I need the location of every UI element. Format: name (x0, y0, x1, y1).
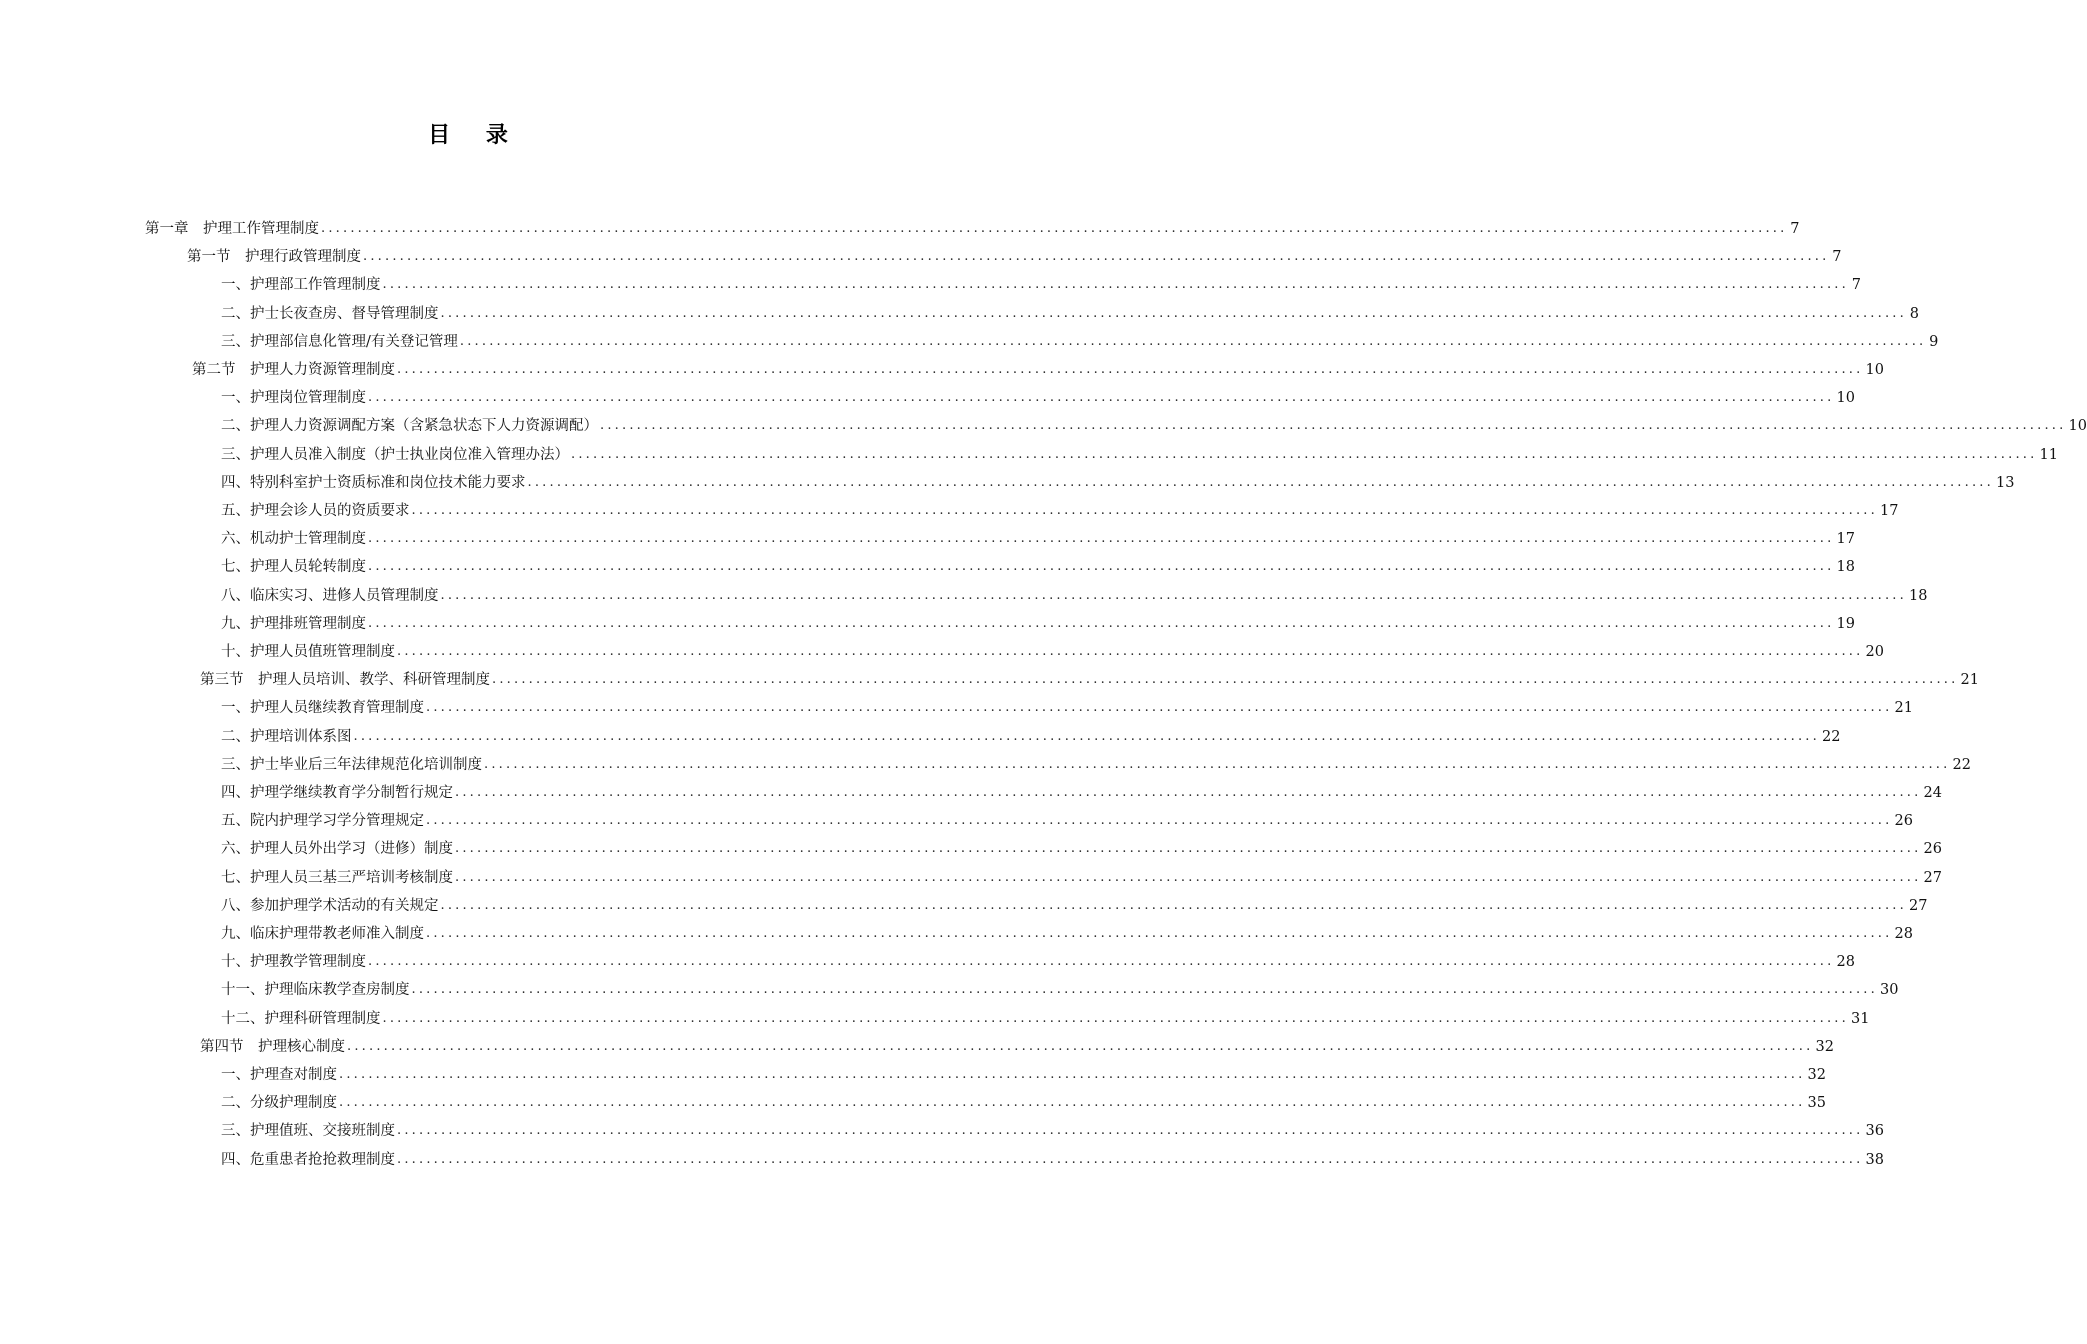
toc-entry-page: 27 (1908, 897, 1928, 914)
toc-entry[interactable] (221, 887, 1928, 915)
toc-entry-page: 32 (1815, 1038, 1834, 1055)
toc-entry-page: 22 (1952, 756, 1971, 773)
dot-leader: ........................................................................................................................................................................................................ (426, 926, 1893, 941)
dot-leader: ........................................................................................................................................................................................................ (455, 841, 1922, 857)
toc-entry-text: 十二、护理科研管理制度 (221, 1010, 381, 1027)
dot-leader: ........................................................................................................................................................................................................ (368, 954, 1835, 970)
toc-entry-page: 22 (1821, 728, 1841, 745)
toc-entry-text: 第一章 护理工作管理制度 (145, 221, 319, 237)
dot-leader: ........................................................................................................................................................................................................ (455, 785, 1922, 800)
toc-entry[interactable] (221, 492, 1899, 520)
dot-leader: ........................................................................................................................................................................................................ (426, 700, 1893, 716)
toc-entry[interactable] (221, 266, 1861, 294)
dot-leader: ........................................................................................................................................................................................................ (368, 615, 1835, 631)
toc-entry-text: 十、护理教学管理制度 (221, 954, 366, 971)
toc-entry-page: 26 (1894, 813, 1913, 830)
dot-leader: ........................................................................................................................................................................................................ (455, 869, 1922, 885)
toc-entry-page: 31 (1850, 1010, 1870, 1027)
toc-entry-page: 17 (1879, 503, 1899, 519)
toc-entry-page: 10 (1836, 390, 1855, 407)
toc-entry-text: 三、护理值班、交接班制度 (221, 1123, 395, 1140)
page-title: 目 录 (428, 122, 522, 148)
dot-leader: ........................................................................................................................................................................................................ (411, 503, 1878, 518)
toc-entry-page: 18 (1908, 587, 1928, 604)
dot-leader: ........................................................................................................................................................................................................ (440, 305, 1907, 321)
dot-leader: ........................................................................................................................................................................................................ (382, 1010, 1849, 1026)
toc-entry-text: 第三节 护理人员培训、教学、科研管理制度 (200, 672, 490, 689)
toc-entry-text: 七、护理人员三基三严培训考核制度 (221, 869, 453, 886)
dot-leader: ........................................................................................................................................................................................................ (353, 728, 1820, 744)
dot-leader: ........................................................................................................................................................................................................ (363, 249, 1830, 265)
dot-leader: ........................................................................................................................................................................................................ (382, 277, 1849, 293)
toc-entry-page: 27 (1923, 869, 1942, 886)
toc-entry-text: 十一、护理临床教学查房制度 (221, 982, 410, 999)
toc-entry-page: 24 (1923, 785, 1942, 801)
dot-leader: ........................................................................................................................................................................................................ (440, 587, 1907, 603)
dot-leader: ........................................................................................................................................................................................................ (527, 474, 1994, 490)
toc-entry-page: 7 (1790, 221, 1800, 237)
toc-entry-page: 21 (1960, 672, 1979, 689)
dot-leader: ........................................................................................................................................................................................................ (484, 756, 1951, 772)
toc-entry-text: 十、护理人员值班管理制度 (221, 644, 395, 660)
toc-entry[interactable] (187, 238, 1842, 266)
toc-entry-text: 二、护士长夜查房、督导管理制度 (221, 305, 439, 322)
toc-entry-page: 30 (1879, 982, 1899, 999)
dot-leader: ........................................................................................................................................................................................................ (397, 1123, 1864, 1139)
toc-entry[interactable] (192, 351, 1884, 379)
toc-entry-text: 二、护理人力资源调配方案（含紧急状态下人力资源调配） (221, 418, 598, 435)
dot-leader: ........................................................................................................................................................................................................ (339, 1095, 1806, 1111)
toc-entry-page: 10 (2068, 418, 2087, 435)
toc-entry[interactable] (200, 1028, 1834, 1056)
toc-entry[interactable] (221, 1112, 1884, 1140)
toc-entry-text: 五、护理会诊人员的资质要求 (221, 503, 410, 519)
dot-leader: ........................................................................................................................................................................................................ (397, 644, 1864, 659)
toc-entry-page: 21 (1894, 700, 1913, 717)
toc-entry-text: 六、护理人员外出学习（进修）制度 (221, 841, 453, 858)
toc-entry-text: 一、护理查对制度 (221, 1067, 337, 1083)
toc-entry-page: 10 (1865, 362, 1884, 378)
toc-entry-text: 一、护理部工作管理制度 (221, 277, 381, 294)
dot-leader: ........................................................................................................................................................................................................ (397, 362, 1864, 377)
dot-leader: ........................................................................................................................................................................................................ (368, 559, 1835, 575)
toc-entry[interactable] (221, 436, 2058, 464)
toc-entry-text: 四、护理学继续教育学分制暂行规定 (221, 785, 453, 801)
dot-leader: ........................................................................................................................................................................................................ (347, 1038, 1814, 1054)
toc-entry-page: 20 (1865, 644, 1884, 660)
toc-entry-page: 28 (1836, 954, 1855, 971)
dot-leader: ........................................................................................................................................................................................................ (339, 1067, 1806, 1082)
dot-leader: ........................................................................................................................................................................................................ (600, 418, 2067, 434)
toc-entry[interactable] (200, 661, 1979, 689)
toc-entry-page: 9 (1929, 333, 1939, 350)
toc-entry-text: 一、护理岗位管理制度 (221, 390, 366, 407)
toc-entry-text: 三、护理人员准入制度（护士执业岗位准入管理办法） (221, 446, 569, 463)
toc-entry[interactable] (221, 295, 1919, 323)
toc-entry-text: 九、临床护理带教老师准入制度 (221, 926, 424, 942)
toc-entry-page: 18 (1836, 559, 1855, 576)
toc-entry-text: 四、特别科室护士资质标准和岗位技术能力要求 (221, 474, 526, 491)
dot-leader: ........................................................................................................................................................................................................ (368, 390, 1835, 406)
toc-entry-page: 11 (2039, 446, 2058, 463)
toc-entry-text: 八、临床实习、进修人员管理制度 (221, 587, 439, 604)
toc-entry[interactable] (221, 859, 1942, 887)
toc-entry[interactable] (221, 718, 1841, 746)
toc-entry[interactable] (221, 1056, 1826, 1084)
toc-entry-page: 7 (1832, 249, 1842, 266)
toc-entry[interactable] (221, 746, 1971, 774)
toc-entry-text: 第一节 护理行政管理制度 (187, 249, 361, 266)
toc-entry-page: 13 (1995, 474, 2015, 491)
toc-entry-text: 二、护理培训体系图 (221, 728, 352, 745)
toc-entry[interactable] (221, 379, 1855, 407)
toc-entry-text: 一、护理人员继续教育管理制度 (221, 700, 424, 717)
toc-entry-text: 九、护理排班管理制度 (221, 615, 366, 632)
dot-leader: ........................................................................................................................................................................................................ (492, 672, 1959, 688)
toc-entry[interactable] (221, 830, 1942, 858)
toc-entry[interactable] (221, 633, 1884, 661)
toc-entry-text: 三、护理部信息化管理/有关登记管理 (221, 333, 458, 350)
toc-entry-text: 四、危重患者抢抢救理制度 (221, 1151, 395, 1168)
toc-entry-text: 第二节 护理人力资源管理制度 (192, 362, 395, 378)
dot-leader: ........................................................................................................................................................................................................ (571, 446, 2038, 462)
toc-entry[interactable] (221, 1141, 1884, 1169)
toc-entry-page: 35 (1807, 1095, 1826, 1112)
toc-entry-text: 六、机动护士管理制度 (221, 531, 366, 548)
dot-leader: ........................................................................................................................................................................................................ (397, 1151, 1864, 1167)
toc-entry-page: 26 (1923, 841, 1942, 858)
toc-entry[interactable] (221, 971, 1899, 999)
toc-entry[interactable] (221, 915, 1913, 943)
toc-entry-text: 三、护士毕业后三年法律规范化培训制度 (221, 756, 482, 773)
dot-leader: ........................................................................................................................................................................................................ (459, 333, 1927, 349)
toc-entry[interactable] (221, 407, 2087, 435)
toc-entry[interactable] (221, 577, 1928, 605)
toc-entry[interactable] (221, 520, 1855, 548)
dot-leader: ........................................................................................................................................................................................................ (426, 813, 1893, 829)
toc-entry-text: 二、分级护理制度 (221, 1095, 337, 1112)
toc-entry-text: 五、院内护理学习学分管理规定 (221, 813, 424, 830)
dot-leader: ........................................................................................................................................................................................................ (368, 531, 1835, 547)
dot-leader: ........................................................................................................................................................................................................ (321, 221, 1788, 236)
toc-entry[interactable] (145, 210, 1800, 238)
toc-entry[interactable] (221, 1084, 1826, 1112)
toc-entry[interactable] (221, 774, 1942, 802)
dot-leader: ........................................................................................................................................................................................................ (440, 897, 1907, 913)
toc-entry-page: 32 (1807, 1067, 1826, 1083)
toc-entry-page: 7 (1851, 277, 1861, 294)
toc-entry[interactable] (221, 943, 1855, 971)
toc-entry-page: 28 (1894, 926, 1913, 942)
toc-entry-page: 36 (1865, 1123, 1884, 1140)
toc-entry-page: 38 (1865, 1151, 1884, 1168)
toc-entry-text: 第四节 护理核心制度 (200, 1038, 345, 1055)
toc-entry[interactable] (221, 1000, 1870, 1028)
toc-entry-page: 17 (1836, 531, 1855, 548)
toc-entry[interactable] (221, 548, 1855, 576)
toc-entry-text: 七、护理人员轮转制度 (221, 559, 366, 576)
toc-entry-page: 8 (1909, 305, 1919, 322)
toc-entry[interactable] (221, 464, 2015, 492)
toc-entry[interactable] (221, 605, 1855, 633)
toc-entry[interactable] (221, 802, 1913, 830)
toc-entry-page: 19 (1836, 615, 1855, 632)
dot-leader: ........................................................................................................................................................................................................ (411, 982, 1878, 998)
toc-entry[interactable] (221, 689, 1913, 717)
toc-entry-text: 八、参加护理学术活动的有关规定 (221, 897, 439, 914)
toc-entry[interactable] (221, 323, 1939, 351)
